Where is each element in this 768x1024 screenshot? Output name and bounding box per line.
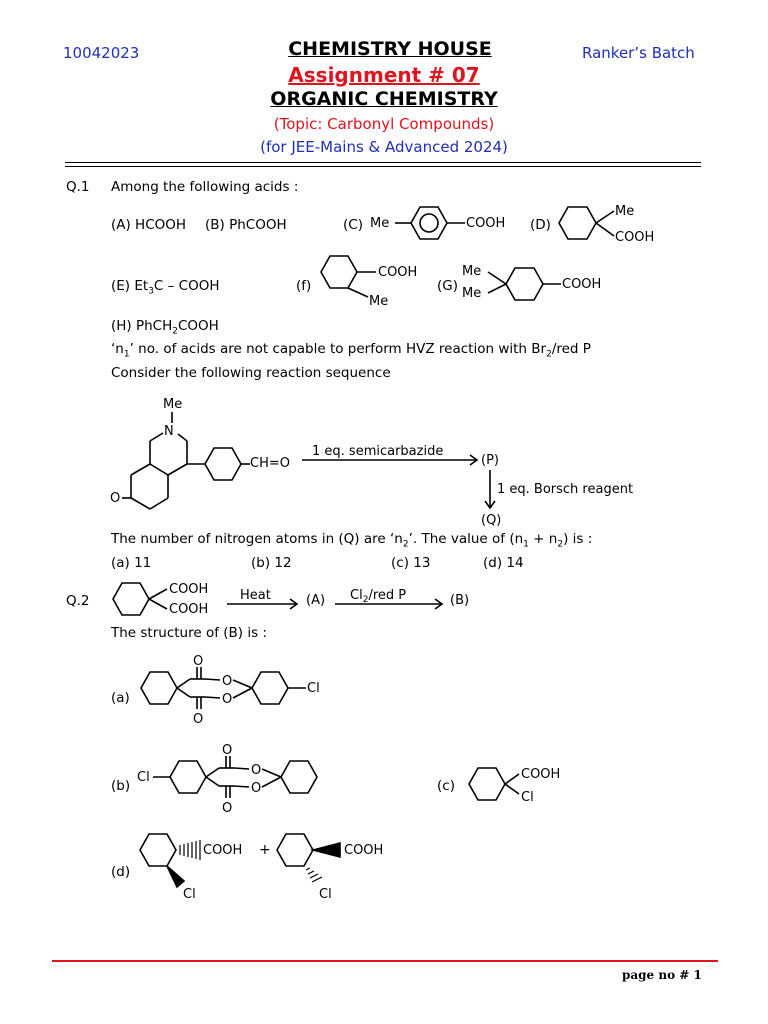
label-me: Me <box>462 264 482 279</box>
label-cl2-redp: $Cl_2$/red P <box>350 588 407 605</box>
label-me: Me <box>163 397 183 412</box>
label-o: O <box>222 674 233 689</box>
label-product-q: (Q) <box>481 513 502 528</box>
topic-line: (Topic: Carbonyl Compounds) <box>273 115 495 133</box>
q1-option-g: (G) <box>437 278 458 294</box>
q1-option-d: (D) <box>530 217 551 233</box>
label-me: Me <box>369 294 389 309</box>
q1-option-a: (A) HCOOH <box>111 217 187 233</box>
label-cooh: COOH <box>169 582 209 597</box>
q1-number: Q.1 <box>66 179 90 195</box>
label-o: O <box>222 743 233 758</box>
label-plus: + <box>259 842 271 858</box>
q1-statement-sequence: Consider the following reaction sequence <box>111 365 391 381</box>
label-cooh: COOH <box>615 230 655 245</box>
q1-choice-b: (b) 12 <box>251 555 292 571</box>
label-product-a: (A) <box>306 593 326 608</box>
label-cooh: COOH <box>378 265 418 280</box>
page-number: page no # 1 <box>622 968 702 982</box>
institute-name: CHEMISTRY HOUSE <box>288 38 492 60</box>
q1-option-f: (f) <box>296 278 312 294</box>
assignment-title: Assignment # 07 <box>288 63 480 87</box>
q1-question: The number of nitrogen atoms in (Q) are ‘$n_2$’. The value of $(n_1 + n_2)$ is : <box>111 531 593 550</box>
structure-q2-option-d <box>140 834 383 902</box>
label-cl: Cl <box>307 681 320 696</box>
label-cooh: COOH <box>169 602 209 617</box>
label-me: Me <box>370 216 390 231</box>
structure-q2-option-b <box>137 743 317 816</box>
q2-stem: The structure of (B) is : <box>111 625 267 641</box>
label-product-p: (P) <box>481 453 499 468</box>
structure-g <box>462 264 601 301</box>
q2-label-d: (d) <box>111 864 131 880</box>
batch-name: Ranker’s Batch <box>582 44 695 62</box>
label-cooh: COOH <box>562 277 602 292</box>
exam-line: (for JEE-Mains & Advanced 2024) <box>260 138 508 156</box>
structure-f <box>321 256 417 309</box>
label-cl: Cl <box>183 887 196 902</box>
label-cooh: COOH <box>466 216 506 231</box>
q1-stem: Among the following acids : <box>111 179 299 195</box>
label-reagent2: 1 eq. Borsch reagent <box>497 482 634 497</box>
label-o: O <box>251 781 262 796</box>
label-o: O <box>193 712 204 727</box>
label-heat: Heat <box>240 588 271 603</box>
label-me: Me <box>462 286 482 301</box>
label-product-b: (B) <box>450 593 470 608</box>
q1-option-h: (H) PhCH$_2$COOH <box>111 318 219 337</box>
q1-choice-a: (a) 11 <box>111 555 152 571</box>
structure-q1-substrate <box>110 397 290 509</box>
label-n: N <box>164 424 174 439</box>
q2-label-c: (c) <box>437 778 455 794</box>
label-o: O <box>110 491 121 506</box>
label-cho: CH=O <box>250 456 290 471</box>
label-cooh: COOH <box>203 843 243 858</box>
label-o: O <box>222 692 233 707</box>
q1-reaction-arrows <box>302 444 633 528</box>
q1-option-c: (C) <box>343 217 363 233</box>
q2-label-a: (a) <box>111 690 130 706</box>
label-o: O <box>251 763 262 778</box>
q1-choice-c: (c) 13 <box>391 555 431 571</box>
label-me: Me <box>615 204 635 219</box>
q1-option-b: (B) PhCOOH <box>205 217 287 233</box>
label-cooh: COOH <box>521 767 561 782</box>
label-reagent1: 1 eq. semicarbazide <box>312 444 444 459</box>
label-cl: Cl <box>319 887 332 902</box>
structure-q2-option-a <box>141 654 320 727</box>
structure-d <box>559 204 654 245</box>
structure-q2-option-c <box>469 767 560 805</box>
q2-number: Q.2 <box>66 593 90 609</box>
structure-q2-reactant <box>113 582 469 617</box>
subject-title: ORGANIC CHEMISTRY <box>270 88 498 110</box>
structure-c-toluic-acid <box>370 207 505 239</box>
footer-rule <box>52 960 718 962</box>
q1-statement-hvz: ‘$n_1$’ no. of acids are not capable to perform HVZ reaction with $Br_2$/red P <box>111 341 591 360</box>
label-o: O <box>193 654 204 669</box>
label-cl: Cl <box>137 770 150 785</box>
label-cl: Cl <box>521 790 534 805</box>
q1-choice-d: (d) 14 <box>483 555 524 571</box>
label-o: O <box>222 801 233 816</box>
label-cooh: COOH <box>344 843 384 858</box>
q1-option-e: (E) $Et_3C$ – COOH <box>111 278 220 297</box>
document-code: 10042023 <box>63 44 140 62</box>
q2-label-b: (b) <box>111 778 131 794</box>
